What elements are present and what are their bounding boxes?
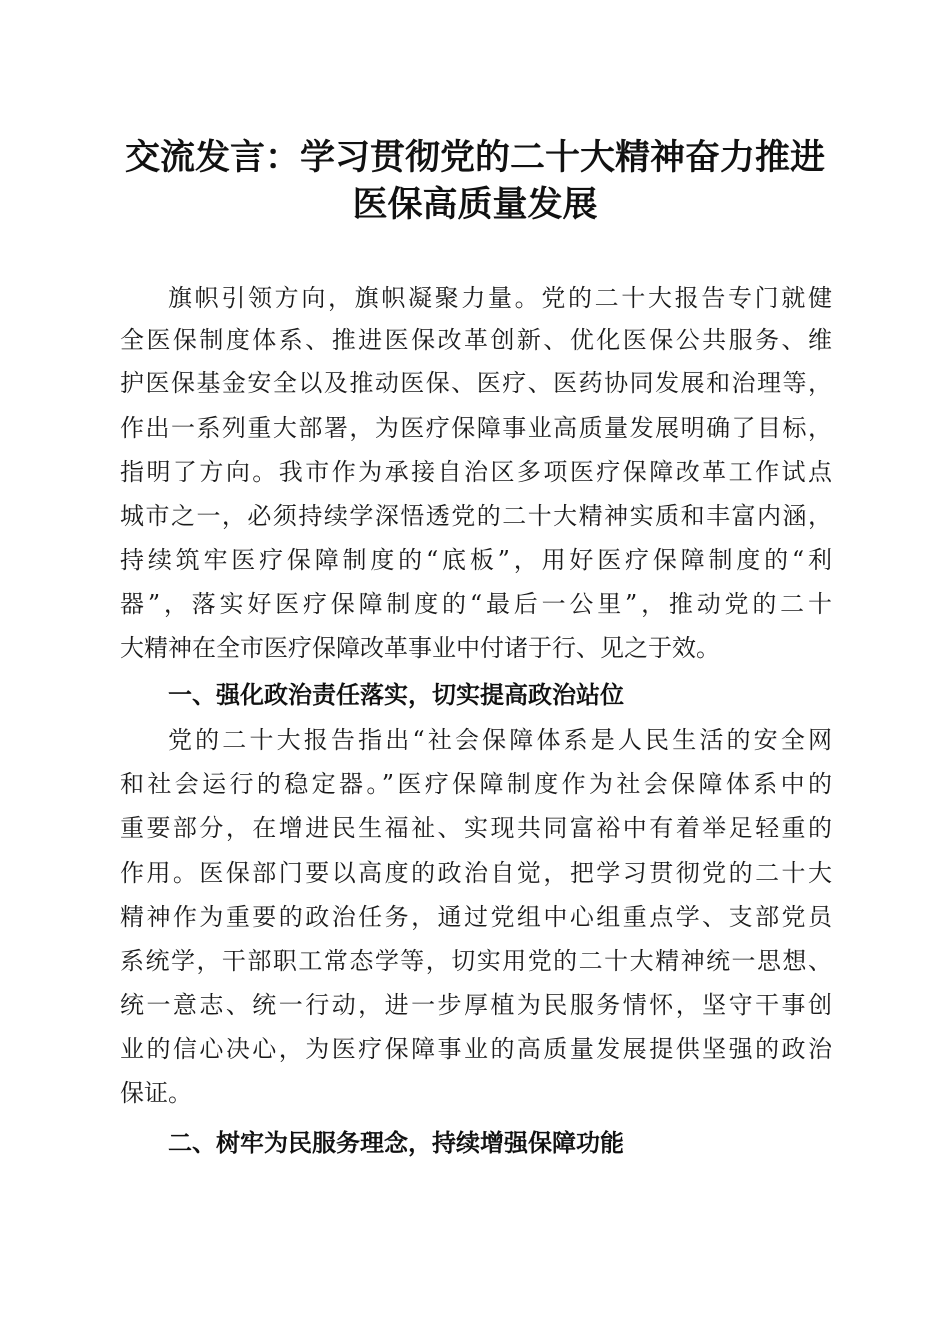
paragraph-2-line-9: 保证。: [120, 1079, 192, 1107]
paragraph-2-line-7: 统一意志、统一行动，进一步厚植为民服务情怀，坚守干事创: [120, 991, 832, 1019]
paragraph-1-line-1: 旗帜引领方向，旗帜凝聚力量。党的二十大报告专门就健: [168, 284, 832, 312]
paragraph-1-line-9: 大精神在全市医疗保障改革事业中付诸于行、见之于效。: [120, 634, 720, 662]
section-heading-2: 二、树牢为民服务理念，持续增强保障功能: [168, 1129, 624, 1157]
paragraph-2-line-4: 作用。医保部门要以高度的政治自觉，把学习贯彻党的二十大: [120, 859, 832, 887]
paragraph-2-line-6: 系统学，干部职工常态学等，切实用党的二十大精神统一思想、: [120, 947, 832, 975]
paragraph-1-line-8: 器”，落实好医疗保障制度的“最后一公里”，推动党的二十: [120, 590, 832, 618]
paragraph-2-line-1: 党的二十大报告指出“社会保障体系是人民生活的安全网: [168, 726, 832, 754]
paragraph-2-line-3: 重要部分，在增进民生福祉、实现共同富裕中有着举足轻重的: [120, 814, 832, 842]
paragraph-1-line-6: 城市之一，必须持续学深悟透党的二十大精神实质和丰富内涵，: [120, 502, 832, 530]
paragraph-1-line-4: 作出一系列重大部署，为医疗保障事业高质量发展明确了目标，: [120, 414, 832, 442]
paragraph-2-line-2: 和社会运行的稳定器。”医疗保障制度作为社会保障体系中的: [120, 770, 832, 798]
paragraph-2-line-8: 业的信心决心，为医疗保障事业的高质量发展提供坚强的政治: [120, 1035, 832, 1063]
document-title-line-2: 医保高质量发展: [352, 184, 598, 225]
document-title-line-1: 交流发言：学习贯彻党的二十大精神奋力推进: [124, 137, 825, 178]
paragraph-1-line-5: 指明了方向。我市作为承接自治区多项医疗保障改革工作试点: [120, 458, 832, 486]
paragraph-1-line-3: 护医保基金安全以及推动医保、医疗、医药协同发展和治理等，: [120, 369, 832, 397]
paragraph-1-line-2: 全医保制度体系、推进医保改革创新、优化医保公共服务、维: [120, 326, 832, 354]
paragraph-2-line-5: 精神作为重要的政治任务，通过党组中心组重点学、支部党员: [120, 903, 832, 931]
paragraph-1-line-7: 持续筑牢医疗保障制度的“底板”，用好医疗保障制度的“利: [120, 546, 832, 574]
section-heading-1: 一、强化政治责任落实，切实提高政治站位: [168, 681, 624, 709]
